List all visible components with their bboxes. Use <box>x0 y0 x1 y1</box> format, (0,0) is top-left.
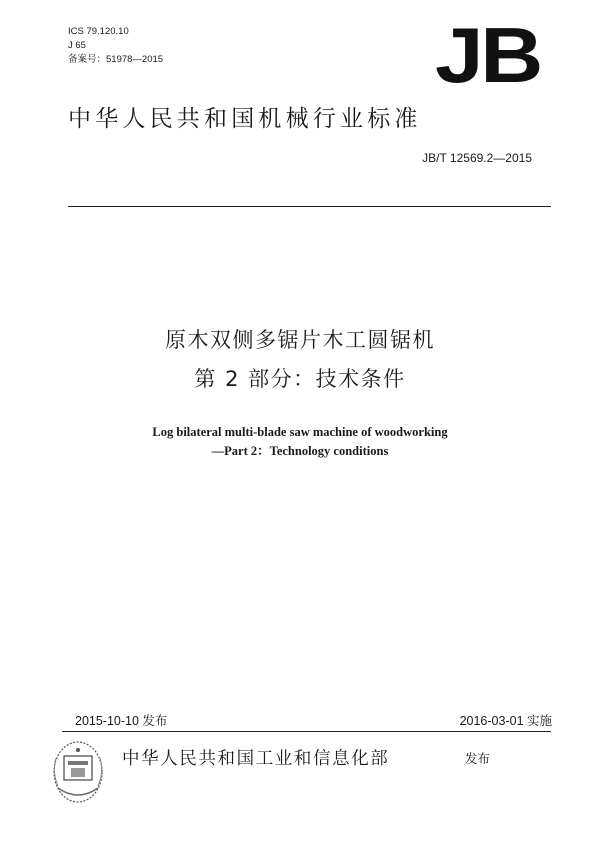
title-en-line-1: Log bilateral multi-blade saw machine of woodworking <box>152 425 448 439</box>
standard-number: JB/T 12569.2—2015 <box>422 151 532 165</box>
title-cn-line-2: 第 2 部分：技术条件 <box>194 367 406 391</box>
issuer-title: 中华人民共和国机械行业标准 <box>68 106 422 132</box>
bottom-divider <box>62 731 551 732</box>
ics-code: ICS 79.120.10 <box>68 26 129 37</box>
implement-date: 2016-03-01 实施 <box>459 714 552 728</box>
national-emblem-seal <box>44 728 110 818</box>
title-cn-line-1: 原木双侧多锯片木工圆锯机 <box>165 328 435 352</box>
ccs-code: J 65 <box>68 40 86 51</box>
publish-label: 发布 <box>465 751 491 766</box>
filing-number: 备案号：51978—2015 <box>68 54 164 65</box>
title-en-line-2: —Part 2：Technology conditions <box>211 444 389 458</box>
publisher-name: 中华人民共和国工业和信息化部 <box>122 749 390 769</box>
top-divider <box>68 206 551 207</box>
jb-logo: JB <box>435 11 540 99</box>
publish-date: 2015-10-10 发布 <box>75 714 168 728</box>
